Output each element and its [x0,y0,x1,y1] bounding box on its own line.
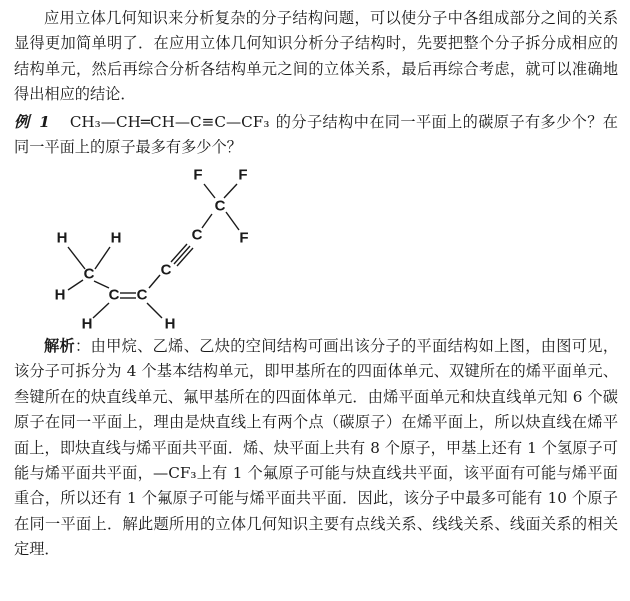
atom-c1: C [83,265,95,283]
atom-h1: H [56,229,68,247]
bond-c3-c4 [149,275,160,288]
example-label: 例 1 [14,113,52,131]
atom-h5: H [164,315,176,333]
analysis-paragraph [14,334,618,563]
bond-c5-c6 [202,214,212,228]
atom-f3: F [239,229,249,247]
bond-c1-h2 [95,247,110,269]
atom-h4: H [81,315,93,333]
bond-c1-c2 [94,281,109,288]
bond-c6-f3 [226,212,239,230]
example-paragraph [14,110,618,161]
atom-c2: C [108,286,120,304]
atom-h2: H [110,229,122,247]
analysis-label: 解析 [44,337,76,355]
atom-c4: C [160,261,172,279]
atom-f1: F [193,166,203,184]
bond-c1-h3 [68,280,83,290]
bond-c3-h5 [147,303,162,318]
bond-c6-f2 [224,184,237,198]
atom-h3: H [54,286,66,304]
bond-c2-h4 [93,303,109,318]
bond-c1-h1 [68,247,85,269]
intro-paragraph: 应用立体几何知识来分析复杂的分子结构问题，可以使分子中各组成部分之间的关系显得更加简单明了．在应用立体几何知识分析分子结构时，先要把整个分子拆分成相应的结构单元，然后再综合分析各结构单元之间的立体关系，最后再综合考虑，就可以准确地得出相应的结论． [14,9,618,104]
example-formula: CH₃—CH═CH—C≡C—CF₃ [69,113,270,131]
atom-f2: F [238,166,248,184]
atom-c3: C [136,286,148,304]
molecule-structure-diagram [40,160,340,336]
analysis-text: ：由甲烷、乙烯、乙炔的空间结构可画出该分子的平面结构如上图，由图可见，该分子可拆分为 4 个基本结构单元，即甲基所在的四面体单元、双键所在的烯平面单元、叁键所在的炔直线单元、氟甲基所在的四面体单元．由烯平面单元和炔直线单元知 6 个碳原子在同一平面上，理由是炔直线上有两个点（碳原子）在烯平面上，所以炔直线在烯平面上，即炔直线与烯平面共平面．烯、炔平面上共有 8 个原子，甲基上还有 1 个氢原子可能与烯平面共平面，—CF₃上有 1 个氟原子可能与炔直线共平面，该平面有可能与烯平面重合，所以还有 1 个氟原子可能与烯平面共平面．因此，该分子中最多可能有 10 个原子在同一平面上．解此题所用的立体几何知识主要有点线关系、线线关系、线面关系的相关定理． [14,337,619,559]
example-question: 的分子结构中在同一平面上的碳原子有多少个？在同一平面上的原子最多有多少个？ [14,113,618,157]
bond-c6-f1 [204,184,215,198]
atom-c6: C [214,197,226,215]
atom-c5: C [191,226,203,244]
